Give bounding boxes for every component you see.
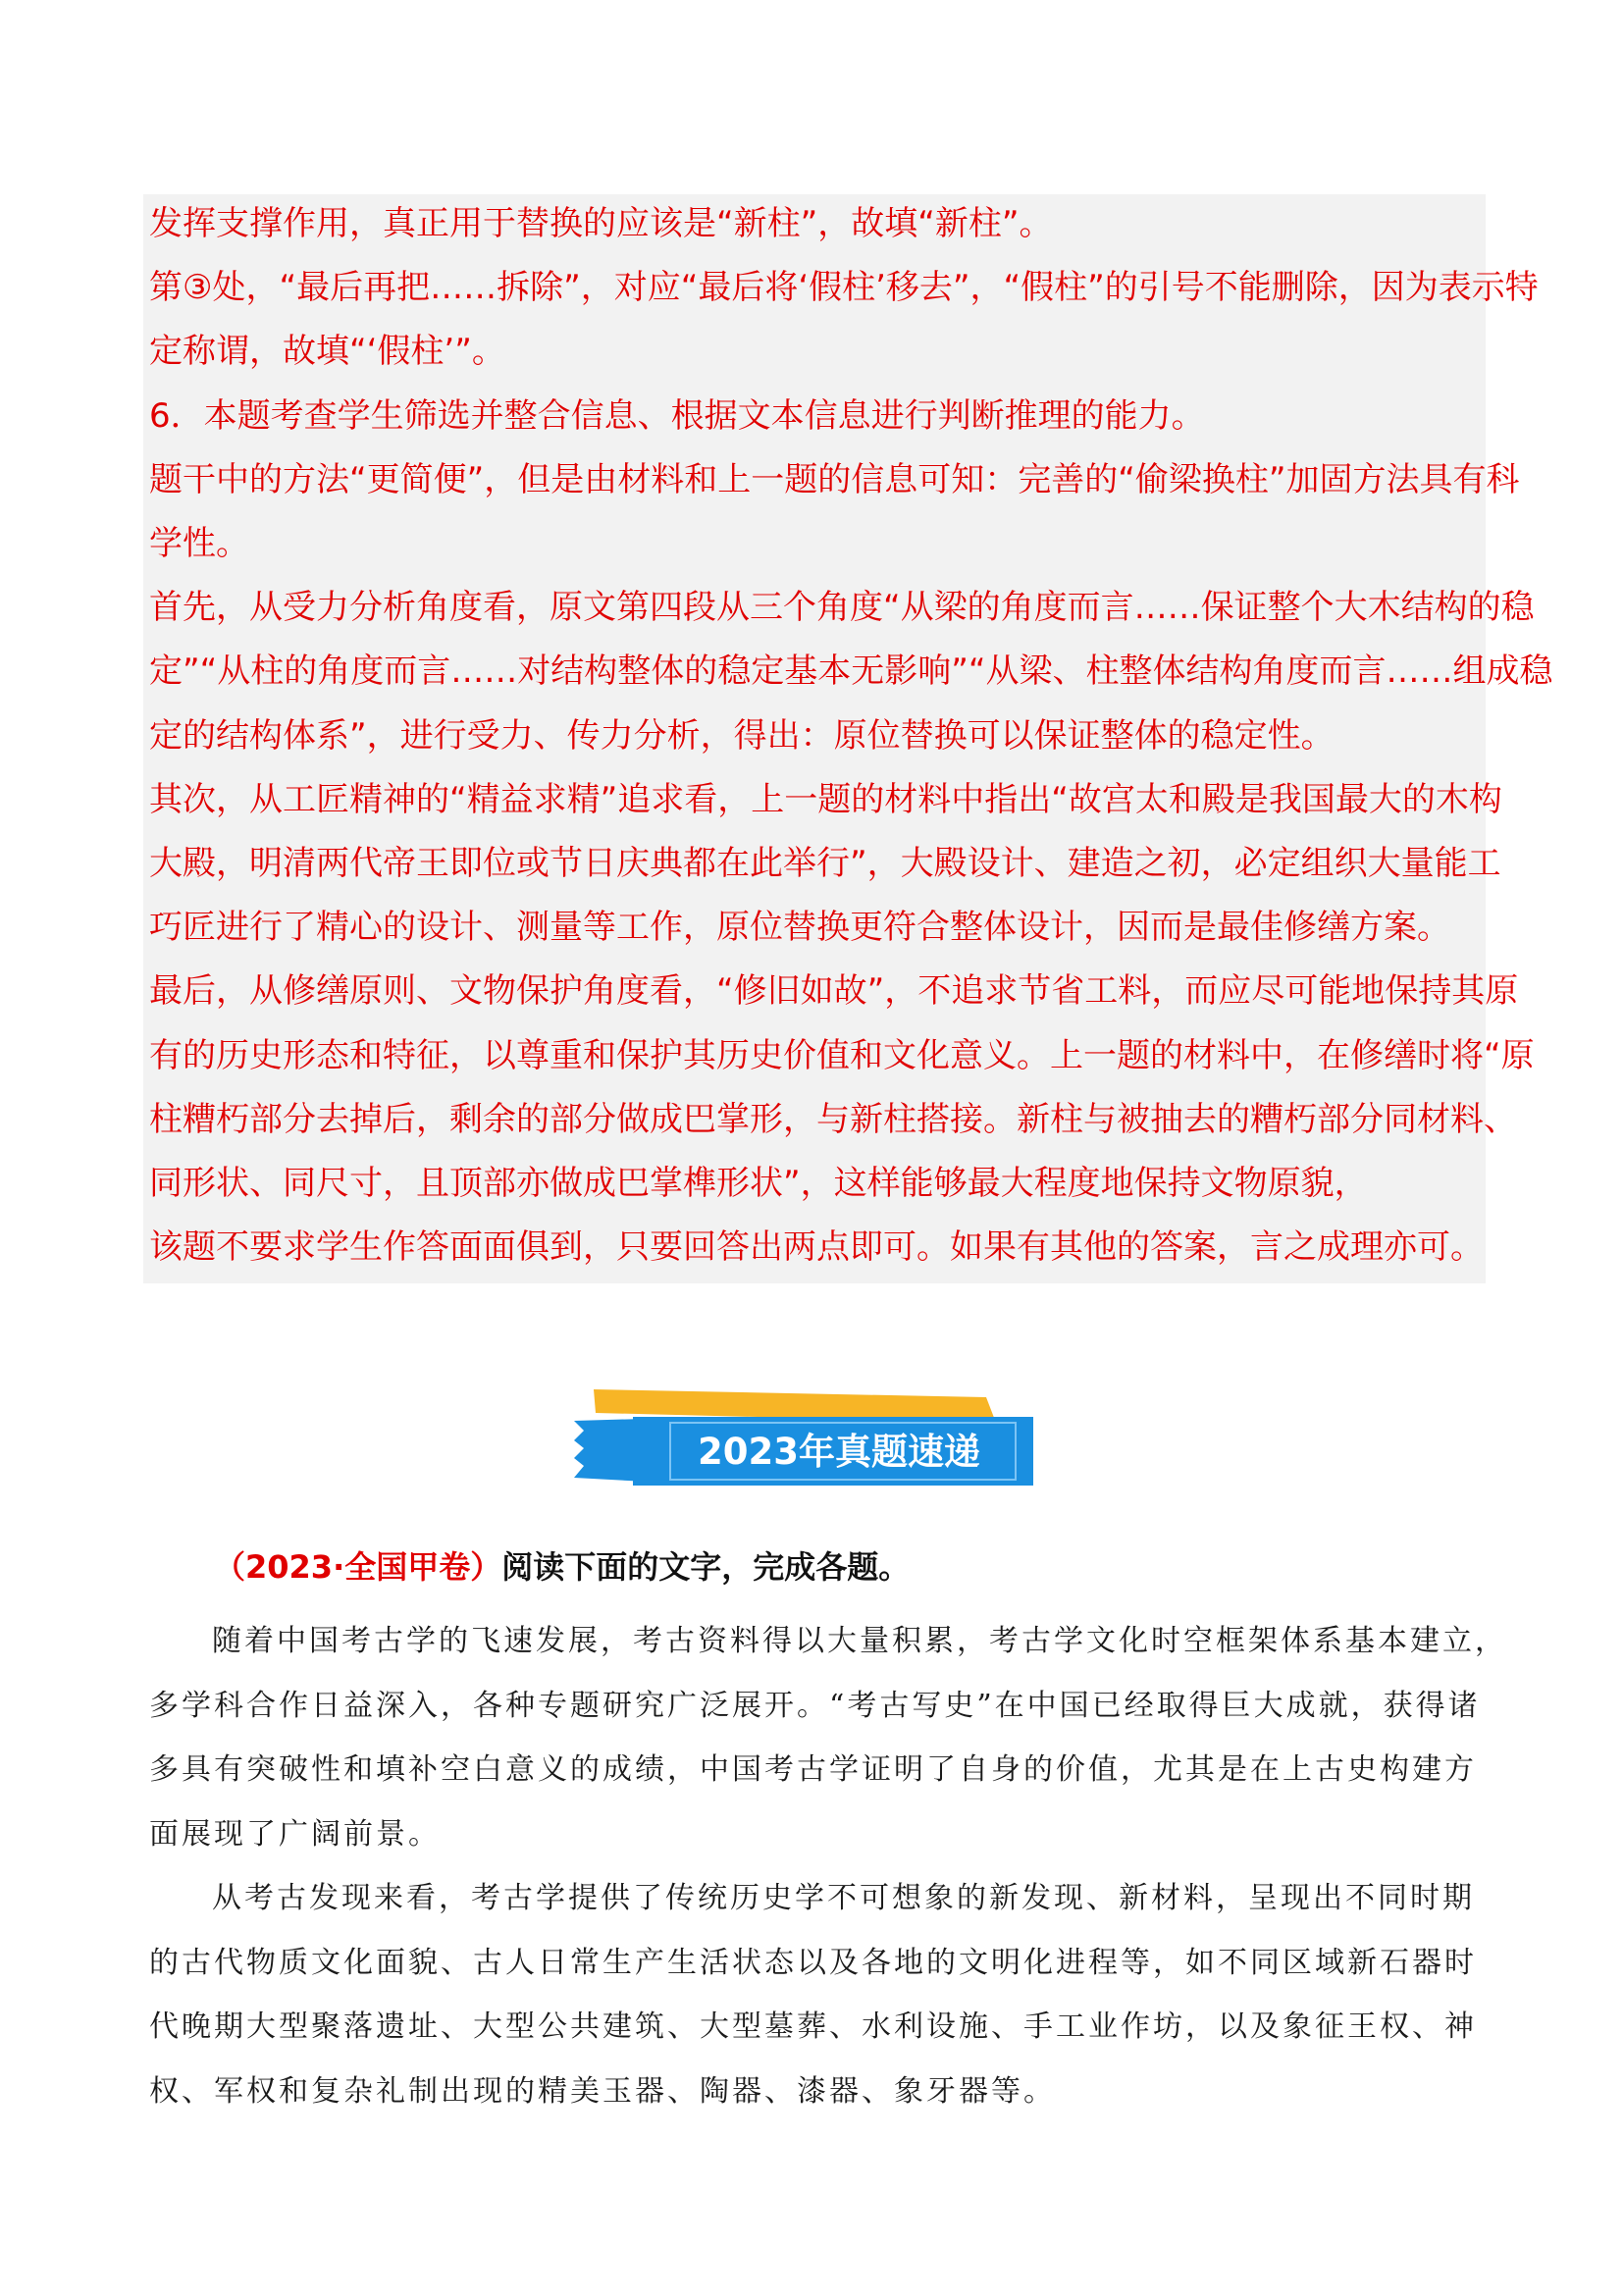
answer-line: 首先，从受力分析角度看，原文第四段从三个角度“从梁的角度而言……保证整个大木结构的稳: [149, 588, 1535, 628]
passage-line: 代晚期大型聚落遗址、大型公共建筑、大型墓葬、水利设施、手工业作坊，以及象征王权、神: [149, 2009, 1477, 2044]
answer-line: 第③处，“最后再把……拆除”，对应“最后将‘假柱’移去”，“假柱”的引号不能删除，因为表示特: [149, 268, 1539, 308]
answer-explanation: [149, 192, 1553, 1279]
section-banner: [574, 1383, 1035, 1491]
question-instruction: 阅读下面的文字，完成各题。: [501, 1548, 911, 1586]
answer-line: 定的结构体系”，进行受力、传力分析，得出：原位替换可以保证整体的稳定性。: [149, 715, 1335, 756]
passage-line: 面展现了广阔前景。: [149, 1816, 441, 1852]
question-heading: [214, 1543, 910, 1591]
section-banner-title: 2023年真题速递: [698, 1431, 980, 1473]
answer-line: 有的历史形态和特征，以尊重和保护其历史价值和文化意义。上一题的材料中，在修缮时将“原: [149, 1035, 1535, 1075]
reading-passage: [149, 1609, 1507, 2123]
passage-line: 多学科合作日益深入，各种专题研究广泛展开。“考古写史”在中国已经取得巨大成就，获得诸: [149, 1688, 1481, 1723]
answer-line: 学性。: [149, 524, 249, 564]
answer-line: 定”“从柱的角度而言……对结构整体的稳定基本无影响”“从梁、柱整体结构角度而言……组成稳: [149, 652, 1553, 692]
answer-line: 同形状、同尺寸，且顶部亦做成巴掌榫形状”，这样能够最大程度地保持文物原貌，: [149, 1164, 1368, 1204]
answer-line: 该题不要求学生作答面面俱到，只要回答出两点即可。如果有其他的答案，言之成理亦可。: [149, 1227, 1484, 1268]
answer-line: 6．本题考查学生筛选并整合信息、根据文本信息进行判断推理的能力。: [149, 395, 1205, 436]
answer-line: 题干中的方法“更简便”，但是由材料和上一题的信息可知：完善的“偷梁换柱”加固方法具有科: [149, 459, 1520, 499]
answer-line: 柱糟朽部分去掉后，剩余的部分做成巴掌形，与新柱搭接。新柱与被抽去的糟朽部分同材料、: [149, 1099, 1517, 1139]
passage-line: 的古代物质文化面貌、古人日常生产生活状态以及各地的文明化进程等，如不同区域新石器时: [149, 1945, 1477, 1980]
passage-line: 多具有突破性和填补空白意义的成绩，中国考古学证明了自身的价值，尤其是在上古史构建方: [149, 1752, 1477, 1787]
answer-line: 定称谓，故填“‘假柱’”。: [149, 332, 505, 372]
passage-line: 随着中国考古学的飞速发展，考古资料得以大量积累，考古学文化时空框架体系基本建立，: [212, 1624, 1507, 1658]
answer-line: 大殿，明清两代帝王即位或节日庆典都在此举行”，大殿设计、建造之初，必定组织大量能工: [149, 844, 1501, 884]
answer-line: 巧匠进行了精心的设计、测量等工作，原位替换更符合整体设计，因而是最佳修缮方案。: [149, 908, 1450, 948]
answer-line: 其次，从工匠精神的“精益求精”追求看，上一题的材料中指出“故宫太和殿是我国最大的木构: [149, 779, 1502, 819]
answer-line: 发挥支撑作用，真正用于替换的应该是“新柱”，故填“新柱”。: [149, 204, 1053, 243]
passage-line: 权、军权和复杂礼制出现的精美玉器、陶器、漆器、象牙器等。: [149, 2073, 1056, 2109]
question-source: （2023·全国甲卷）: [214, 1548, 502, 1586]
passage-line: 从考古发现来看，考古学提供了传统历史学不可想象的新发现、新材料，呈现出不同时期: [212, 1881, 1475, 1915]
answer-line: 最后，从修缮原则、文物保护角度看，“修旧如故”，不追求节省工料，而应尽可能地保持其原: [149, 971, 1519, 1012]
